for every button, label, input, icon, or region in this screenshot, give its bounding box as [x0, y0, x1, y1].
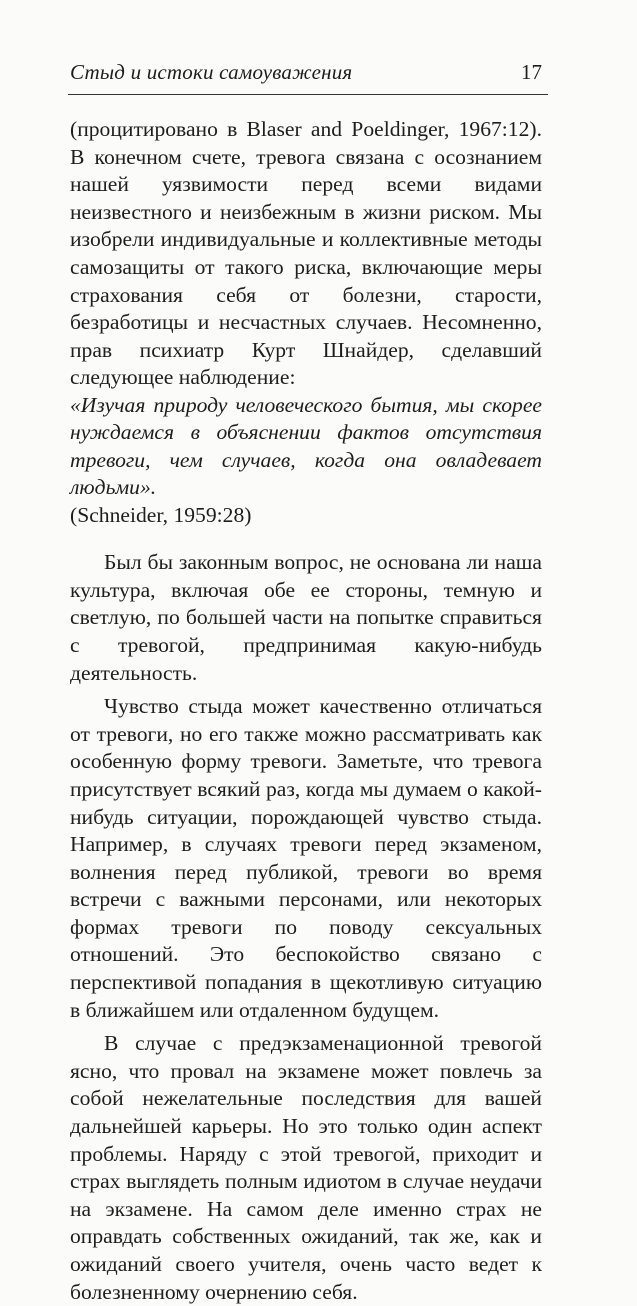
paragraph-3: Чувство стыда может качественно отличаться от тревоги, но его также можно рассматривать как особенную форму тревоги. Заметьте, что тревога присутствует всякий раз, когда мы думаем о какой-нибудь ситуации, порождающей чувство стыда. Например, в случаях тревоги перед экзаменом, волнения перед публикой, тревоги во время встречи с важными персонами, или некоторых формах тревоги по поводу сексуальных отношений. Это беспокойство связано с перспективой попадания в щекотливую ситуацию в ближайшем или отдаленном будущем.: [70, 694, 542, 1022]
paragraph-1: (процитировано в Blaser and Poeldinger, 1967:12). В конечном счете, тревога связана с осознанием нашей уязвимости перед всеми видами неизвестного и неизбежным в жизни риском. Мы изобрели индивидуальные и коллективные методы самозащиты от такого риска, включающие меры страхования себя от болезни, старости, безработицы и несчастных случаев. Несомненно, прав психиатр Курт Шнайдер, сделавший следующее наблюдение:: [70, 117, 542, 390]
paragraph-2: Был бы законным вопрос, не основана ли наша культура, включая обе ее стороны, темную и светлую, по большей части на попытке справиться с тревогой, предпринимая какую-нибудь деятельность.: [70, 550, 542, 685]
running-head-title: Стыд и истоки самоуважения: [70, 60, 353, 84]
header-rule: [68, 94, 548, 95]
paragraph-4: В случае с предэкзаменационной тревогой ясно, что провал на экзамене может повлечь за собой нежелательные последствия для вашей дальнейшей карьеры. Но это только один аспект проблемы. Наряду с этой тревогой, приходит и страх выглядеть полным идиотом в случае неудачи на экзамене. На самом деле именно страх не оправдать собственных ожиданий, так же, как и ожиданий своего учителя, очень часто ведет к болезненному очернению себя.: [70, 1031, 542, 1304]
block-quote: «Изучая природу человеческого бытия, мы скорее нуждаемся в объяснении фактов отсутствия тревоги, чем случаев, когда она овладевает людьми».: [70, 392, 542, 500]
spacer: [70, 529, 542, 549]
page-number: 17: [521, 60, 542, 84]
page-body: [70, 116, 542, 1306]
quote-citation: (Schneider, 1959:28): [70, 502, 252, 527]
running-head: [70, 58, 542, 84]
